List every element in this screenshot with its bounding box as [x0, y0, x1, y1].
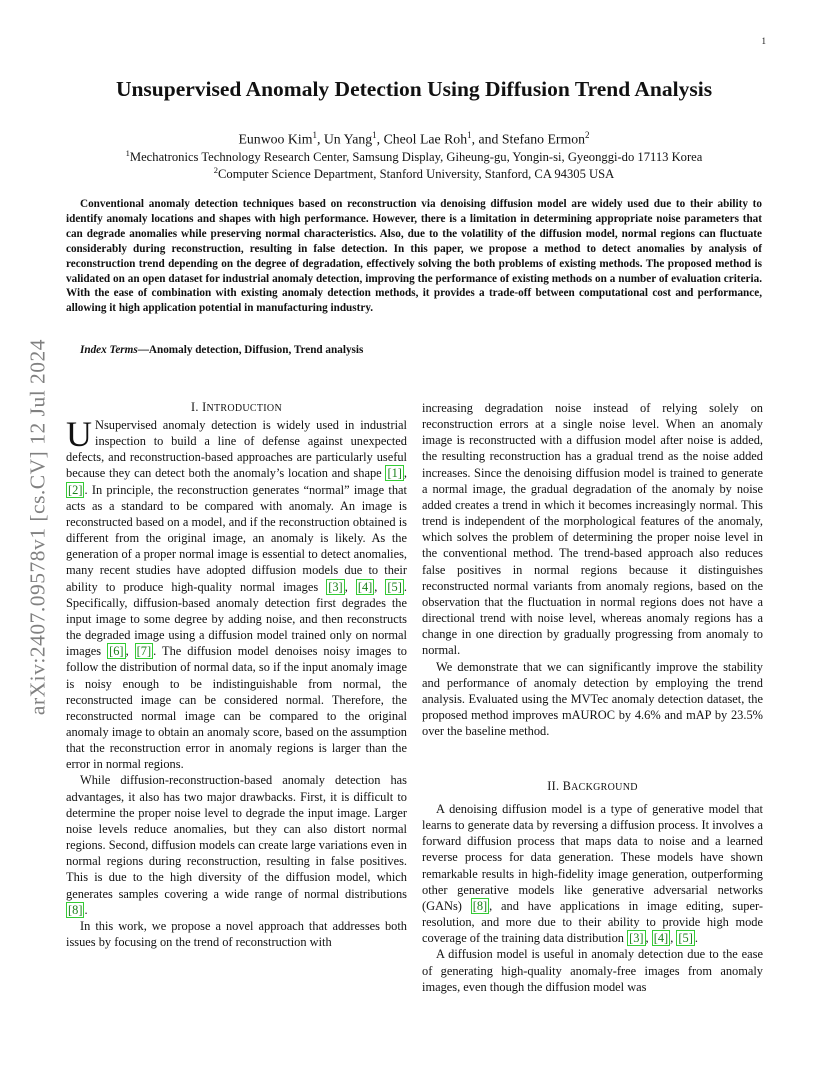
citation-link[interactable]: [8]	[472, 898, 488, 913]
affiliation-marker: 1	[125, 148, 130, 158]
section-number: I.	[191, 400, 199, 414]
text-run: ,	[125, 644, 135, 659]
author-name: Un Yang	[323, 131, 373, 147]
author-name: and Stefano Ermon	[478, 131, 586, 147]
citation-link[interactable]: [6]	[109, 644, 124, 659]
text-run: , and have applications in image editing, super-resolution, and more due to their ability to provide high mode coverage of the training data distribution	[422, 898, 763, 946]
citation-link[interactable]: [8]	[68, 902, 83, 917]
text-run: .	[694, 931, 698, 946]
index-terms	[80, 344, 363, 356]
text-run: A denoising diffusion model is a type of generative model that learns to generate data by reversing a diffusion process. It involves a forward diffusion process that maps data to noise and a learned reverse process for data generation. These models have shown remarkable results in high-fidelity image generation, outperforming other generative models like generative adversarial networks (GANs)	[422, 802, 763, 913]
author-name: Cheol Lae Roh	[383, 131, 468, 147]
citation-link[interactable]: [4]	[653, 931, 669, 946]
section-heading-introduction	[66, 400, 407, 415]
text-run: . In principle, the reconstruction generates “normal” image that acts as a standard to be compared with anomaly. An image is reconstructed based on a model, and if the reconstruction obtained is different from the original image, an anomaly is likely. As the generation of a proper normal image is essential to detect anomalies, many recent studies have adopted diffusion models due to their ability to produce high-quality normal images	[66, 482, 407, 594]
section-title: NTRODUCTION	[206, 403, 282, 414]
text-run: . The diffusion model denoises noisy images to follow the distribution of normal data, so if the input anomaly image is noisy enough to be indistinguishable from normal, the reconstructed image can be considered normal. Therefore, the reconstructed normal image can be compared to the original anomaly image to obtain an anomaly score, based on the assumption that the reconstruction error in anomaly regions is larger than the error in normal regions.	[66, 644, 407, 772]
citation-link[interactable]: [4]	[357, 579, 373, 594]
abstract: Conventional anomaly detection techniques based on reconstruction via denoising diffusion model are widely used due to their ability to identify anomaly locations and shapes with high performance. However, there is a limitation in determining appropriate noise parameters that can degrade anomalies while preserving normal characteristics. Also, due to the volatility of the diffusion model, normal regions can fluctuate considerably during reconstruction, resulting in false detection. In this paper, we propose a method to detect anomalies by analysis of reconstruction trend depending on the degree of degradation, effectively solving the both problems of existing methods. The proposed method is validated on an open dataset for industrial anomaly detection, improving the performance of existing methods on a number of evaluation criteria. With the ease of combination with existing anomaly detection methods, it provides a trade-off between computational cost and performance, allowing it high application potential in manufacturing industry.	[66, 198, 762, 315]
index-terms-text: —Anomaly detection, Diffusion, Trend analysis	[137, 344, 364, 356]
author-list: Eunwoo Kim$^1$, Un Yang$^1$, Cheol Lae Roh$^1$, and Stefano Ermon$^2$	[238, 130, 590, 147]
citation-link[interactable]: [7]	[136, 644, 152, 659]
text-run: .	[84, 902, 88, 917]
paper-title: Unsupervised Anomaly Detection Using Diffusion Trend Analysis	[115, 77, 713, 101]
affiliation-stanford	[0, 162, 828, 182]
section-title: ACKGROUND	[571, 782, 638, 793]
page-number: 1	[761, 36, 766, 46]
index-terms-label: Index Terms	[80, 344, 138, 356]
paragraph: We demonstrate that we can significantly improve the stability and performance of anomaly detection by employing the trend analysis. Evaluated using the MVTec anomaly detection dataset, the proposed method improves mAUROC by 4.6% and mAP by 23.5% over the baseline method.	[422, 659, 763, 739]
arxiv-identifier: arXiv:2407.09578v1 [cs.CV] 12 Jul 2024	[25, 338, 50, 716]
section-initial: I	[202, 400, 207, 414]
affiliation-marker: 2	[213, 165, 219, 175]
citation-link[interactable]: [2]	[68, 482, 83, 497]
text-run: ,	[645, 931, 652, 946]
text-run: While diffusion-reconstruction-based anomaly detection has advantages, it also has two major drawbacks. First, it is difficult to determine the proper noise level to degrade the input image. Larger noise levels reduce anomalies, but they can also distort normal regions. Second, diffusion models can create large variations even in normal regions during reconstruction, resulting in false positives. This is due to the high diversity of the diffusion model, which generates samples covering a wide range of normal distributions	[66, 773, 407, 901]
paragraph-continued: increasing degradation noise instead of relying solely on reconstruction errors at a single noise level. When an anomaly image is reconstructed with a diffusion model after noise is added, the resulting reconstruction has a gradual trend as the noise added increases. Since the denoising diffusion model is trained to generate a normal image, the gradual degradation of the anomaly by noise added creates a trend in which it becomes increasingly normal. This trend is independent of the morphological features of the anomaly, which solves the problem of determining the proper noise level in the conventional method. The trend-based approach also reduces false positives in normal regions because it distinguishes reconstructed normal variants from anomaly regions, based on the observation that the fluctuation in normal regions does not have a directional trend with noise level, whereas anomaly regions has a change in one direction by gradually progressing from anomaly to normal.	[422, 401, 763, 658]
left-column	[66, 414, 407, 950]
citation-link[interactable]: [3]	[629, 931, 644, 946]
paragraph: A diffusion model is useful in anomaly detection due to the ease of generating high-quality anomaly-free images from anomaly images, even though the diffusion model was	[422, 947, 763, 994]
citation-link[interactable]: [5]	[387, 579, 402, 594]
paragraph	[66, 414, 407, 772]
drop-cap: U	[66, 414, 92, 454]
section-initial: B	[562, 779, 572, 793]
affiliation-marker: 1	[312, 130, 317, 140]
right-column	[422, 400, 763, 739]
background-text	[422, 801, 763, 995]
citation-link[interactable]: [5]	[678, 931, 693, 946]
affiliation-text: Computer Science Department, Stanford University, Stanford, CA 94305 USA	[218, 167, 615, 182]
citation-link[interactable]: [1]	[387, 466, 402, 481]
affiliation-text: Mechatronics Technology Research Center, Samsung Display, Giheung-gu, Yongin-si, Gyeonggi-do 17113 Korea	[129, 150, 703, 165]
author-name: Eunwoo Kim	[238, 131, 313, 147]
text-run: ,	[374, 579, 386, 594]
text-run: ,	[344, 579, 356, 594]
paragraph	[66, 772, 407, 917]
text-run: Nsupervised anomaly detection is widely used in industrial inspection to build a line of defense against unexpected defects, and reconstruction-based approaches are particularly useful because they can detect both the anomaly’s location and shape	[66, 418, 407, 481]
section-heading-background	[422, 779, 763, 794]
affiliation-marker: 2	[585, 130, 590, 140]
affiliation-marker: 1	[467, 130, 472, 140]
text-run: . Specifically, diffusion-based anomaly detection first degrades the input image to some degree by adding noise, and then reconstructs the degraded image using a diffusion model trained only on normal images	[66, 579, 407, 659]
arxiv-identifier-margin	[18, 292, 58, 762]
text-run: ,	[670, 931, 677, 946]
citation-link[interactable]: [3]	[328, 579, 343, 594]
paragraph	[422, 801, 763, 946]
text-run: ,	[403, 466, 407, 481]
paragraph: In this work, we propose a novel approach that addresses both issues by focusing on the trend of reconstruction with	[66, 918, 407, 949]
affiliation-marker: 1	[372, 130, 377, 140]
section-number: II.	[547, 779, 560, 793]
